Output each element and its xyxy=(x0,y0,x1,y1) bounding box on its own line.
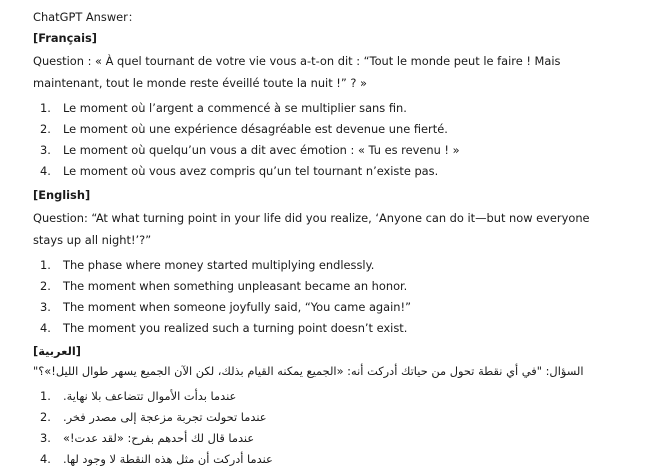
list-item: 3. The moment when someone joyfully said, “You came again!” xyxy=(40,300,411,314)
section-title-french: [Français] xyxy=(33,31,97,45)
answer-list-french xyxy=(33,98,603,182)
list-item: 4. The moment you realized such a turning point doesn’t exist. xyxy=(40,321,408,335)
answer-heading: ChatGPT Answer： xyxy=(33,10,140,24)
question-arabic: السؤال: "في أي نقطة تحول من حياتك أدركت أنه: «الجميع يمكنه القيام بذلك، لكن الآن الجميع يسهر طوال الليل!»؟" xyxy=(33,364,584,378)
section-arabic xyxy=(33,342,603,470)
list-item: 1. Le moment où l’argent a commencé à se multiplier sans fin. xyxy=(40,101,407,115)
question-french: Question : « À quel tournant de votre vie vous a-t-on dit : “Tout le monde peut le faire ! Mais maintenant, tout le monde reste éveillé toute la nuit !” ? » xyxy=(33,54,561,90)
answer-list-arabic xyxy=(33,386,603,470)
section-english xyxy=(33,186,603,339)
list-item: 4. عندما أدركت أن مثل هذه النقطة لا وجود لها. xyxy=(40,452,273,466)
list-item: 1. عندما بدأت الأموال تتضاعف بلا نهاية. xyxy=(40,389,237,403)
section-french xyxy=(33,29,603,182)
list-item: 2. The moment when something unpleasant became an honor. xyxy=(40,279,408,293)
section-title-english: [English] xyxy=(33,188,91,202)
list-item: 3. عندما قال لك أحدهم بفرح: «لقد عدت!» xyxy=(40,431,255,445)
list-item: 1. The phase where money started multiplying endlessly. xyxy=(40,258,375,272)
list-item: 4. Le moment où vous avez compris qu’un tel tournant n’existe pas. xyxy=(40,164,439,178)
list-item: 3. Le moment où quelqu’un vous a dit avec émotion : « Tu es revenu ! » xyxy=(40,143,460,157)
answer-list-english xyxy=(33,255,603,339)
list-item: 2. عندما تحولت تجربة مزعجة إلى مصدر فخر. xyxy=(40,410,267,424)
section-title-arabic: [العربية] xyxy=(33,344,81,358)
list-item: 2. Le moment où une expérience désagréable est devenue une fierté. xyxy=(40,122,448,136)
question-english: Question: “At what turning point in your life did you realize, ‘Anyone can do it—but now everyone stays up all night!’?” xyxy=(33,211,590,247)
